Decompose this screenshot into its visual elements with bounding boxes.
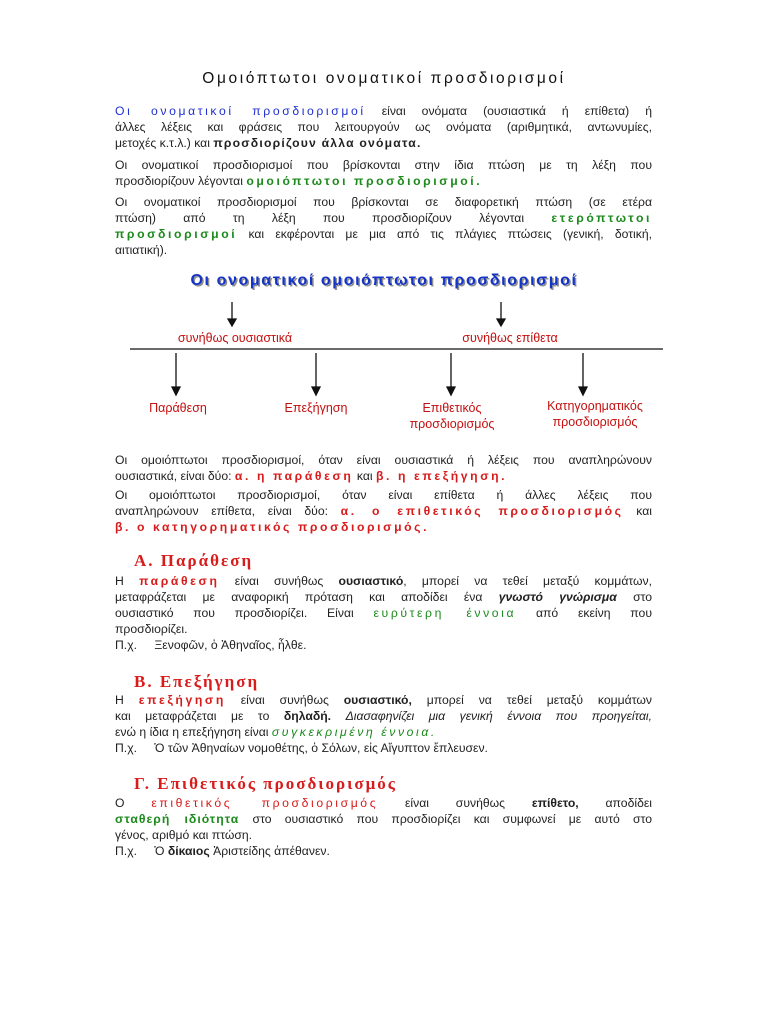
secA-line-3 xyxy=(115,605,652,621)
p2-line-2 xyxy=(115,468,507,484)
intro-term-prosdiorismoi: προσδιορισμοί xyxy=(115,227,238,241)
secC-text: γένος, αριθμό και πτώση. xyxy=(115,828,253,842)
p2-line-4 xyxy=(115,503,652,519)
p2-term-epithetikos: α. ο επιθετικός προσδιορισμός xyxy=(340,504,624,518)
example-label: Π.χ. xyxy=(115,638,137,652)
label-usually-nouns: συνήθως ουσιαστικά xyxy=(177,331,293,345)
arrowhead-to-nouns xyxy=(228,319,236,326)
secA-term-broader: ευρύτερη έννοια xyxy=(373,606,517,620)
p2-term-epexigisi: β. η επεξήγηση. xyxy=(375,469,508,483)
arrowhead-epexigisi xyxy=(312,387,320,395)
leaf-epithetikos-1: Επιθετικός xyxy=(422,401,482,415)
secA-term: παράθεση xyxy=(139,574,220,588)
secB-line-2 xyxy=(115,708,652,724)
secC-line-3 xyxy=(115,827,252,843)
secA-line-2 xyxy=(115,589,652,605)
secA-text: στο xyxy=(633,590,653,604)
secA-text: μεταφράζεται με αναφορική πρόταση και αποδίδει ένα xyxy=(115,590,483,604)
example-label: Π.χ. xyxy=(115,741,137,755)
document-title: Ομοιόπτωτοι ονοματικοί προσδιορισμοί xyxy=(202,70,566,87)
secC-text: Ο xyxy=(115,796,125,810)
p2-term-paratheti: α. η παράθεση xyxy=(234,469,354,483)
example-text: Ὁ τῶν Ἀθηναίων νομοθέτης, ὁ Σόλων, εἰς Αἴγυπτον ἔπλευσεν. xyxy=(154,741,488,755)
leaf-katigorimatikos-2: προσδιορισμός xyxy=(552,415,638,429)
secC-emphasis: επίθετο, xyxy=(531,796,579,810)
intro-line-5 xyxy=(115,173,482,189)
p2-text: Οι ομοιόπτωτοι προσδιορισμοί, όταν είναι επίθετα ή άλλες λέξεις που xyxy=(115,488,652,502)
example-text: Ἀριστείδης ἀπέθανεν. xyxy=(213,844,330,858)
secA-text: από εκείνη που xyxy=(535,606,652,620)
intro-term-heteroptotoi: ετερόπτωτοι xyxy=(551,211,652,225)
example-label: Π.χ. xyxy=(115,844,137,858)
intro-text: Οι ονοματικοί προσδιορισμοί που βρίσκονται σε διαφορετική πτώση (σε ετέρα xyxy=(115,195,652,209)
intro-text: είναι ονόματα (ουσιαστικά ή επίθετα) ή xyxy=(381,104,653,118)
secB-emphasis: δηλαδή. xyxy=(283,709,332,723)
intro-term-nominal-modifiers: Οι ονοματικοί προσδιορισμοί xyxy=(115,104,366,118)
secB-line-1 xyxy=(115,692,652,708)
p2-line-3 xyxy=(115,487,652,503)
secC-example xyxy=(115,843,330,859)
intro-text: αιτιατική). xyxy=(115,243,168,257)
intro-line-4 xyxy=(115,157,652,173)
p2-line-1 xyxy=(115,452,652,468)
leaf-katigorimatikos-1: Κατηγορηματικός xyxy=(547,399,643,413)
arrowhead-to-adjectives xyxy=(497,319,505,326)
secA-example xyxy=(115,637,306,653)
intro-text: Οι ονοματικοί προσδιορισμοί που βρίσκονται στην ίδια πτώση με τη λέξη που xyxy=(115,158,652,172)
secA-text: είναι συνήθως xyxy=(234,574,324,588)
intro-line-9 xyxy=(115,242,167,258)
intro-emphasis: προσδιορίζουν άλλα ονόματα. xyxy=(213,136,422,150)
secB-text: είναι συνήθως xyxy=(240,693,329,707)
example-emphasis: δίκαιος xyxy=(167,844,210,858)
intro-line-7 xyxy=(115,210,652,226)
secB-text: μπορεί να τεθεί μεταξύ κομμάτων xyxy=(426,693,652,707)
arrowhead-paratheti xyxy=(172,387,180,395)
example-text: Ξενοφῶν, ὁ Ἀθηναῖος, ἦλθε. xyxy=(154,638,307,652)
secB-term: επεξήγηση xyxy=(138,693,226,707)
secA-text: Η xyxy=(115,574,124,588)
secA-line-1 xyxy=(115,573,652,589)
secC-term: επιθετικός προσδιορισμός xyxy=(151,796,379,810)
secA-line-4 xyxy=(115,621,187,637)
intro-line-2 xyxy=(115,119,652,135)
diagram-lines xyxy=(0,298,768,408)
secA-text: προσδιορίζει. xyxy=(115,622,188,636)
leaf-epexigisi: Επεξήγηση xyxy=(284,401,348,415)
secC-term-stable: σταθερή ιδιότητα xyxy=(115,812,240,826)
arrowhead-katigorimatikos xyxy=(579,387,587,395)
example-text: Ὁ xyxy=(154,844,165,858)
p2-text: και xyxy=(356,469,373,483)
p2-text: και xyxy=(636,504,652,518)
intro-text: και εκφέρονται με μια από τις πλάγιες πτώσεις (γενική, δοτική, xyxy=(248,227,652,241)
secB-text: ενώ η ίδια η επεξήγηση είναι xyxy=(115,725,269,739)
heading-section-b: Β. Επεξήγηση xyxy=(134,672,260,691)
intro-term-homoioptotoi: ομοιόπτωτοι προσδιορισμοί. xyxy=(246,174,483,188)
secC-text: είναι συνήθως xyxy=(405,796,506,810)
diagram-title: Οι ονοματικοί ομοιόπτωτοι προσδιορισμοί xyxy=(190,272,578,289)
secB-text: Η xyxy=(115,693,124,707)
intro-line-6 xyxy=(115,194,652,210)
secB-text: και μεταφράζεται με το xyxy=(115,709,270,723)
secB-text: Διασαφηνίζει μια γενική έννοια που προηγείται, xyxy=(345,709,652,723)
secC-line-1 xyxy=(115,795,652,811)
secA-emphasis: ουσιαστικό xyxy=(338,574,404,588)
secA-emphasis: γνωστό γνώρισμα xyxy=(498,590,617,604)
intro-text: μετοχές κ.τ.λ.) και xyxy=(115,136,210,150)
heading-section-a: Α. Παράθεση xyxy=(134,551,254,570)
secC-text: αποδίδει xyxy=(605,796,652,810)
intro-text: προσδιορίζουν λέγονται xyxy=(115,174,243,188)
p2-text: ουσιαστικά, είναι δύο: xyxy=(115,469,232,483)
secB-line-3 xyxy=(115,724,437,740)
heading-section-c: Γ. Επιθετικός προσδιορισμός xyxy=(134,774,397,793)
leaf-paratheti: Παράθεση xyxy=(149,401,207,415)
p2-text: αναπληρώνουν επίθετα, είναι δύο: xyxy=(115,504,328,518)
leaf-epithetikos-2: προσδιορισμός xyxy=(409,417,495,431)
intro-line-3 xyxy=(115,135,422,151)
p2-text: Οι ομοιόπτωτοι προσδιορισμοί, όταν είναι ουσιαστικά ή λέξεις που αναπληρώνουν xyxy=(115,453,652,467)
intro-line-8 xyxy=(115,226,652,242)
p2-term-katigorimatikos: β. ο κατηγορηματικός προσδιορισμός. xyxy=(115,520,430,534)
intro-text: πτώση) από τη λέξη που προσδιορίζουν λέγονται xyxy=(115,211,525,225)
secB-term-specific: συγκεκριμένη έννοια. xyxy=(271,725,437,739)
label-usually-adjectives: συνήθως επίθετα xyxy=(462,331,558,345)
secA-text: ουσιαστικό που προσδιορίζει. Είναι xyxy=(115,606,354,620)
secB-emphasis: ουσιαστικό, xyxy=(343,693,412,707)
secA-text: , μπορεί να τεθεί μεταξύ κομμάτων, xyxy=(403,574,653,588)
secC-line-2 xyxy=(115,811,652,827)
secB-example xyxy=(115,740,488,756)
arrowhead-epithetikos xyxy=(447,387,455,395)
p2-line-5 xyxy=(115,519,429,535)
intro-text: άλλες λέξεις και φράσεις που λειτουργούν ως ονόματα (αριθμητικά, αντωνυμίες, xyxy=(115,120,652,134)
intro-line-1 xyxy=(115,103,652,119)
secC-text: στο ουσιαστικό που προσδιορίζει και συμφωνεί με αυτό στο xyxy=(252,812,652,826)
